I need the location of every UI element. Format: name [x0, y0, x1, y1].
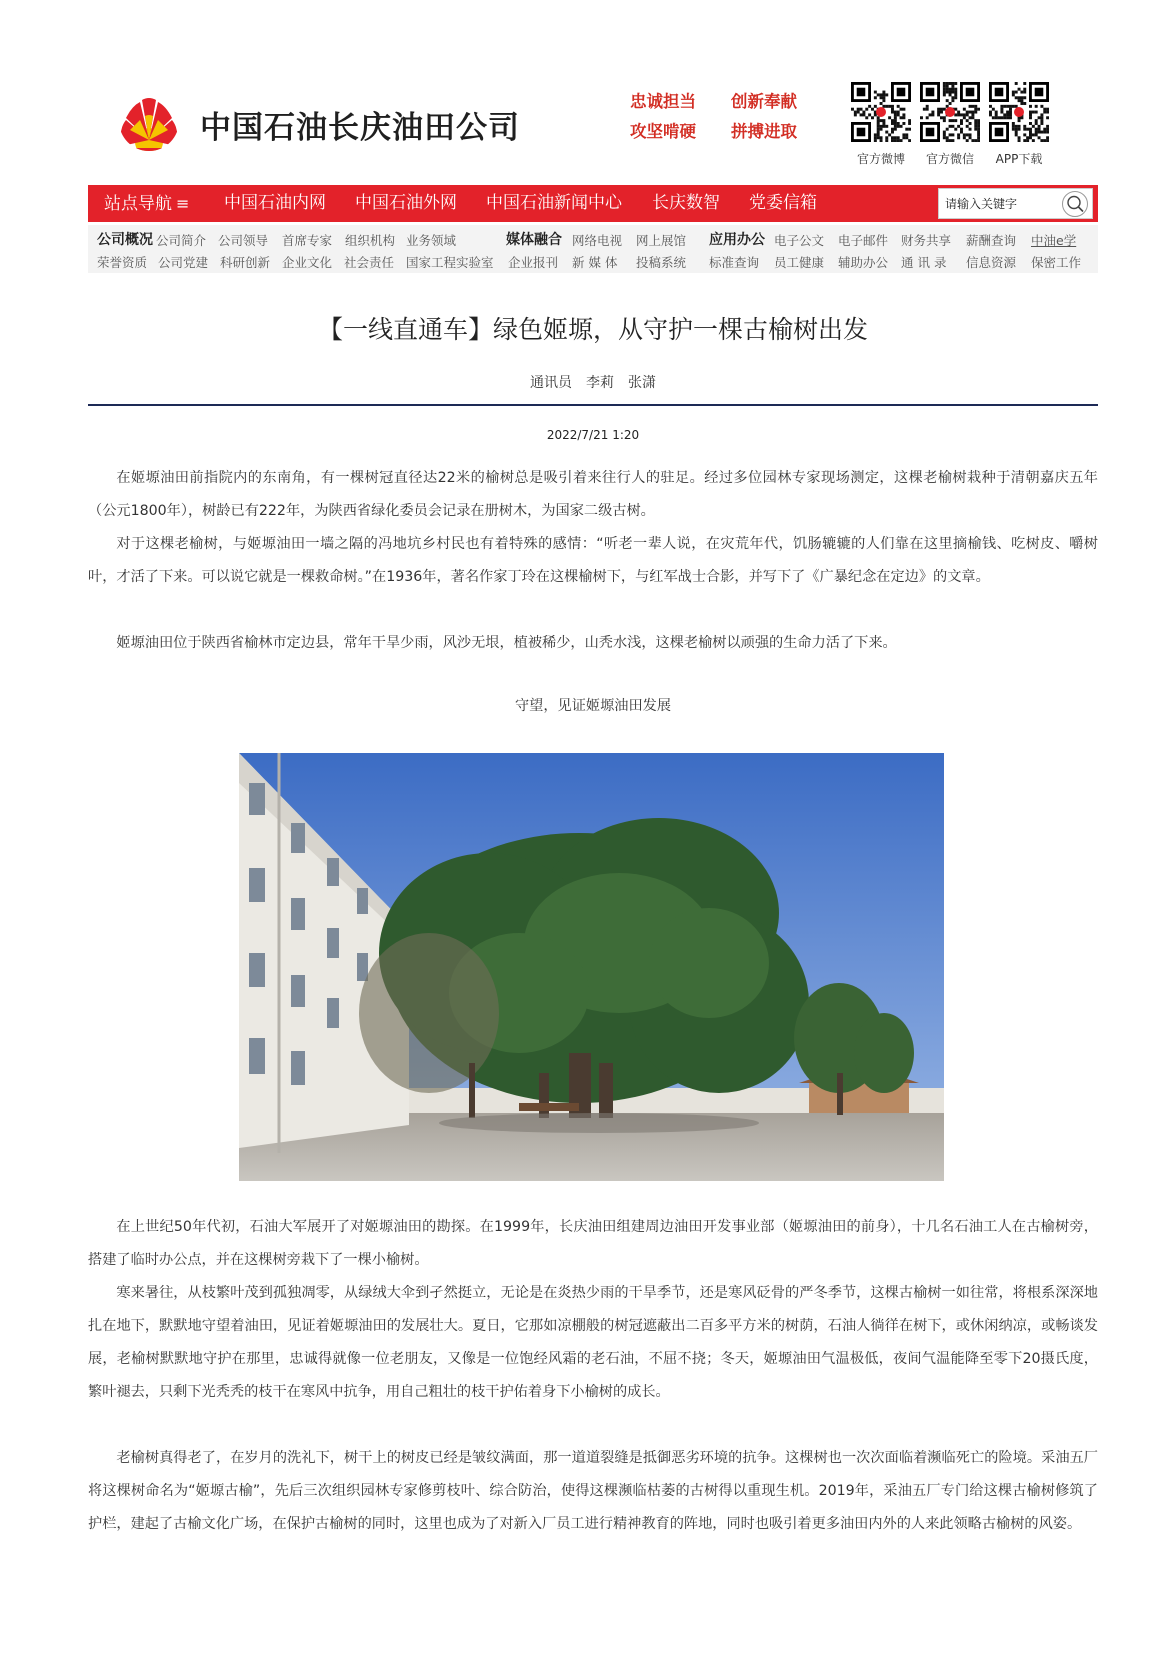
- quick-links: [88, 225, 1098, 273]
- paragraph-2: 对于这棵老榆树，与姬塬油田一墙之隔的冯地坑乡村民也有着特殊的感情：“听老一辈人说，在灾荒年代，饥肠辘辘的人们靠在这里摘榆钱、吃树皮、嚼树叶，才活了下来。可以说它就是一棵救命树。”在1936年，著名作家丁玲在这棵榆树下，与红军战士合影，并写下了《广暴纪念在定边》的文章。: [88, 536, 1098, 585]
- search-input[interactable]: [939, 189, 1055, 218]
- link-leaders[interactable]: 公司领导: [218, 233, 269, 248]
- paragraph-4: 在上世纪50年代初，石油大军展开了对姬塬油田的勘探。在1999年，长庆油田组建周边油田开发事业部（姬塬油田的前身），十几名石油工人在古榆树旁，搭建了临时办公点，并在这棵树旁栽下了一棵小榆树。: [88, 1219, 1098, 1268]
- link-confidential[interactable]: 保密工作: [1031, 255, 1082, 270]
- elm-tree-photo: [239, 753, 944, 1181]
- link-finance-share[interactable]: 财务共享: [901, 233, 952, 248]
- link-assist-office[interactable]: 辅助办公: [838, 255, 889, 270]
- link-directory[interactable]: 通 讯 录: [901, 255, 947, 270]
- qr-wechat[interactable]: [919, 82, 981, 167]
- link-e-documents[interactable]: 电子公文: [774, 233, 825, 248]
- qr-code-icon: [851, 82, 911, 142]
- link-e-mail[interactable]: 电子邮件: [838, 233, 889, 248]
- link-social-responsibility[interactable]: 社会责任: [344, 255, 395, 270]
- menu-icon: ≡: [176, 194, 190, 213]
- link-business-areas[interactable]: 业务领域: [406, 233, 457, 248]
- link-newspapers[interactable]: 企业报刊: [508, 255, 559, 270]
- slogan-1: 忠诚担当: [630, 92, 696, 111]
- link-culture[interactable]: 企业文化: [282, 255, 333, 270]
- petrochina-logo[interactable]: [116, 90, 182, 152]
- paragraph-5: 寒来暑往，从枝繁叶茂到孤独凋零，从绿绒大伞到孑然挺立，无论是在炎热少雨的干旱季节，还是寒风砭骨的严冬季节，这棵古榆树一如往常，将根系深深地扎在地下，默默地守望着油田，见证着姬塬油田的发展壮大。夏日，它那如凉棚般的树冠遮蔽出二百多平方米的树荫，石油人徜徉在树下，或休闲纳凉，或畅谈发展，老榆树默默地守护在那里，忠诚得就像一位老朋友，又像是一位饱经风霜的老石油，不屈不挠；冬天，姬塬油田气温极低，夜间气温能降至零下20摄氏度，繁叶褪去，只剩下光秃秃的枝干在寒风中抗争，用自己粗壮的枝干护佑着身下小榆树的成长。: [88, 1285, 1098, 1400]
- nav-label: 站点导航: [104, 194, 172, 214]
- link-elearning[interactable]: 中油e学: [1031, 233, 1077, 248]
- publish-date: 2022/7/21 1:20: [546, 428, 640, 442]
- slogan-4: 拼搏进取: [731, 122, 797, 141]
- link-submission[interactable]: 投稿系统: [636, 255, 687, 270]
- qr-code-icon: [920, 82, 980, 142]
- link-new-media[interactable]: 新 媒 体: [572, 255, 618, 270]
- link-network-tv[interactable]: 网络电视: [572, 233, 623, 248]
- link-company-intro[interactable]: 公司简介: [156, 233, 207, 248]
- link-research[interactable]: 科研创新: [220, 255, 271, 270]
- group-title-media: 媒体融合: [506, 232, 562, 248]
- link-salary-query[interactable]: 薪酬查询: [966, 233, 1017, 248]
- link-chief-experts[interactable]: 首席专家: [282, 233, 333, 248]
- link-health[interactable]: 员工健康: [774, 255, 825, 270]
- qr-weibo[interactable]: [850, 82, 912, 167]
- link-info-resources[interactable]: 信息资源: [966, 255, 1017, 270]
- paragraph-3: 姬塬油田位于陕西省榆林市定边县，常年干旱少雨，风沙无垠，植被稀少，山秃水浅，这棵老榆树以顽强的生命力活了下来。: [116, 635, 897, 651]
- paragraph-6: 老榆树真得老了，在岁月的洗礼下，树干上的树皮已经是皱纹满面，那一道道裂缝是抵御恶劣环境的抗争。这棵树也一次次面临着濒临死亡的险境。采油五厂将这棵树命名为“姬塬古榆”，先后三次组织园林专家修剪枝叶、综合防治，使得这棵濒临枯萎的古树得以重现生机。2019年，采油五厂专门给这棵古榆树修筑了护栏，建起了古榆文化广场，在保护古榆树的同时，这里也成为了对新入厂员工进行精神教育的阵地，同时也吸引着更多油田内外的人来此领略古榆树的风姿。: [88, 1450, 1098, 1532]
- link-standards[interactable]: 标准查询: [709, 255, 760, 270]
- nav-news-center[interactable]: 中国石油新闻中心: [486, 193, 622, 213]
- main-nav: [88, 185, 1098, 222]
- photo-caption: 守望，见证姬塬油田发展: [514, 698, 672, 714]
- group-title-office: 应用办公: [709, 232, 765, 248]
- link-organization[interactable]: 组织机构: [345, 233, 396, 248]
- qr-label: 官方微博: [856, 152, 905, 166]
- qr-app[interactable]: [988, 82, 1050, 167]
- link-honors[interactable]: 荣誉资质: [97, 255, 148, 270]
- slogan-3: 攻坚啃硬: [630, 122, 696, 141]
- article-title: 【一线直通车】绿色姬塬，从守护一棵古榆树出发: [317, 315, 868, 344]
- article-byline: 通讯员 李莉 张潇: [530, 375, 656, 391]
- link-party-building[interactable]: 公司党建: [158, 255, 209, 270]
- qr-code-icon: [989, 82, 1049, 142]
- search-icon: [1063, 192, 1087, 216]
- qr-label: APP下载: [995, 152, 1043, 166]
- search-button[interactable]: [1062, 191, 1088, 217]
- slogan-2: 创新奉献: [731, 92, 797, 111]
- link-national-lab[interactable]: 国家工程实验室: [406, 255, 494, 270]
- group-title-overview: 公司概况: [97, 232, 153, 248]
- qr-label: 官方微信: [925, 152, 974, 166]
- nav-changqing-digital[interactable]: 长庆数智: [652, 193, 720, 213]
- nav-petrochina-intranet[interactable]: 中国石油内网: [224, 193, 326, 213]
- divider: [88, 404, 1098, 406]
- link-online-exhibition[interactable]: 网上展馆: [636, 233, 687, 248]
- nav-petrochina-extranet[interactable]: 中国石油外网: [355, 193, 457, 213]
- company-name: 中国石油长庆油田公司: [200, 110, 520, 146]
- search-box: [938, 188, 1093, 219]
- nav-party-mailbox[interactable]: 党委信箱: [749, 193, 817, 213]
- nav-site-guide[interactable]: [104, 185, 189, 222]
- paragraph-1: 在姬塬油田前指院内的东南角，有一棵树冠直径达22米的榆树总是吸引着来往行人的驻足。经过多位园林专家现场测定，这棵老榆树栽种于清朝嘉庆五年（公元1800年），树龄已有222年，为陕西省绿化委员会记录在册树木，为国家二级古树。: [88, 470, 1098, 519]
- site-header: [0, 0, 1174, 180]
